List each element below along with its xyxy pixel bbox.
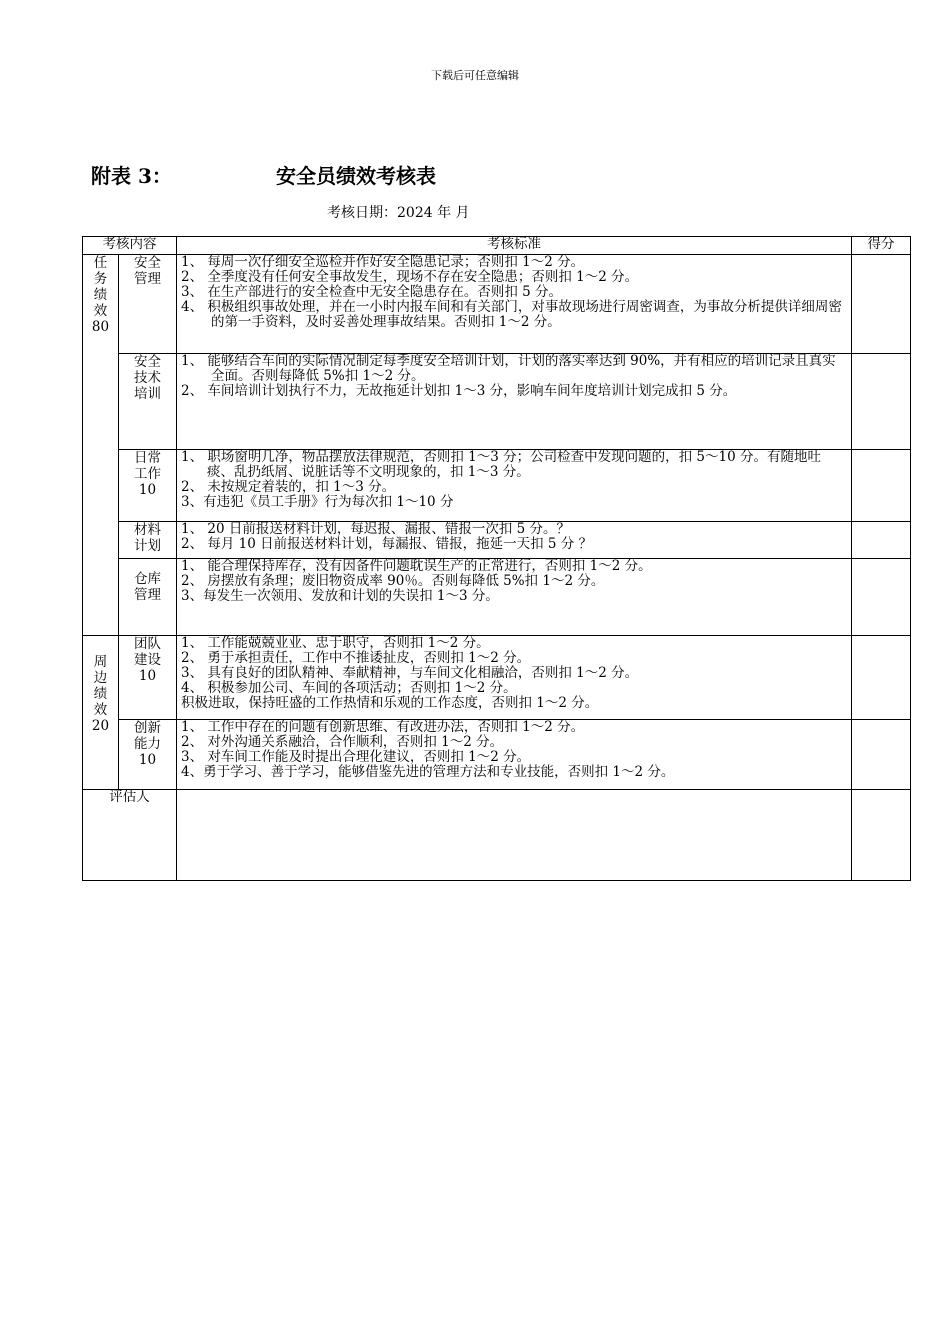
table-row bbox=[83, 720, 911, 790]
table-header-row bbox=[83, 237, 911, 255]
table-row bbox=[83, 450, 911, 522]
assessment-date: 考核日期：2024 年 月 bbox=[327, 205, 470, 221]
criteria-safety-training: 1、 能够结合车间的实际情况制定每季度安全培训计划，计划的落实率达到 90%，并有相应的培训记录且真实全面。否则每降低 5%扣 1～2 分。 2、 车间培训计划执行不力，无故拖延计划扣 1～3 分，影响车间年度培训计划完成扣 5 分。 bbox=[177, 354, 852, 450]
header-criteria: 考核标准 bbox=[177, 237, 852, 255]
score-cell[interactable] bbox=[852, 354, 911, 450]
score-cell[interactable] bbox=[852, 636, 911, 720]
score-cell[interactable] bbox=[852, 255, 911, 354]
group-task-performance: 任 务 绩 效 80 bbox=[83, 255, 119, 636]
appendix-label: 附表 3： bbox=[91, 164, 172, 188]
header-content: 考核内容 bbox=[83, 237, 177, 255]
table-row bbox=[83, 255, 911, 354]
criteria-innovation: 1、 工作中存在的问题有创新思维、有改进办法，否则扣 1～2 分。 2、 对外沟通关系融洽，合作顺利，否则扣 1～2 分。 3、 对车间工作能及时提出合理化建议，否则扣 1～2 分。 4、勇于学习、善于学习，能够借鉴先进的管理方法和专业技能，否则扣 1～2 分。 bbox=[177, 720, 852, 790]
score-cell[interactable] bbox=[852, 559, 911, 636]
group-peripheral-performance: 周 边 绩 效 20 bbox=[83, 636, 119, 790]
table-row bbox=[83, 636, 911, 720]
criteria-material-plan: 1、 20 日前报送材料计划，每迟报、漏报、错报一次扣 5 分。？ 2、 每月 10 日前报送材料计划，每漏报、错报，拖延一天扣 5 分 ？ bbox=[177, 522, 852, 559]
criteria-team-building: 1、 工作能兢兢业业、忠于职守，否则扣 1～2 分。 2、 勇于承担责任，工作中不推诿扯皮，否则扣 1～2 分。 3、 具有良好的团队精神、奉献精神，与车间文化相融洽，否则扣 1～2 分。 4、 积极参加公司、车间的各项活动；否则扣 1～2 分。 积极进取，保持旺盛的工作热情和乐观的工作态度，否则扣 1～2 分。 bbox=[177, 636, 852, 720]
header-note: 下载后可任意编辑 bbox=[431, 69, 519, 82]
criteria-warehouse-management: 1、 能合理保持库存，没有因备件问题耽误生产的正常进行，否则扣 1～2 分。 2、 房摆放有条理；废旧物资成率 90％。否则每降低 5%扣 1～2 分。 3、每发生一次领用、发放和计划的失误扣 1～3 分。 bbox=[177, 559, 852, 636]
score-cell[interactable] bbox=[852, 720, 911, 790]
criteria-safety-management: 1、 每周一次仔细安全巡检并作好安全隐患记录；否则扣 1～2 分。 2、 全季度没有任何安全事故发生，现场不存在安全隐患；否则扣 1～2 分。 3、 在生产部进行的安全检查中无安全隐患存在。否则扣 5 分。 4、 积极组织事故处理，并在一小时内报车间和有关部门，对事故现场进行周密调查，为事故分析提供详细周密的第一手资料，及时妥善处理事故结果。否则扣 1～2 分。 bbox=[177, 255, 852, 354]
item-safety-management: 安全 管理 bbox=[119, 255, 177, 354]
item-daily-work: 日常 工作 10 bbox=[119, 450, 177, 522]
item-material-plan: 材料 计划 bbox=[119, 522, 177, 559]
score-cell[interactable] bbox=[852, 450, 911, 522]
evaluator-input[interactable] bbox=[177, 790, 852, 881]
item-innovation: 创新 能力 10 bbox=[119, 720, 177, 790]
table-row bbox=[83, 354, 911, 450]
page-title bbox=[91, 160, 436, 189]
item-warehouse-management: 仓库 管理 bbox=[119, 559, 177, 636]
table-row bbox=[83, 522, 911, 559]
score-cell[interactable] bbox=[852, 522, 911, 559]
criteria-daily-work: 1、 职场窗明几净，物品摆放法律规范，否则扣 1～3 分；公司检查中发现问题的，扣 5～10 分。有随地吐痰、乱扔纸屑、说脏话等不文明现象的，扣 1～3 分。 2、 未按规定着装的，扣 1～3 分。 3、有违犯《员工手册》行为每次扣 1～10 分 bbox=[177, 450, 852, 522]
evaluator-label: 评估人 bbox=[83, 790, 177, 881]
evaluator-row bbox=[83, 790, 911, 881]
evaluator-score-cell[interactable] bbox=[852, 790, 911, 881]
item-safety-training: 安全 技术 培训 bbox=[119, 354, 177, 450]
table-row bbox=[83, 559, 911, 636]
assessment-table bbox=[82, 236, 911, 881]
item-team-building: 团队 建设 10 bbox=[119, 636, 177, 720]
header-score: 得分 bbox=[852, 237, 911, 255]
title-text: 安全员绩效考核表 bbox=[276, 164, 436, 188]
